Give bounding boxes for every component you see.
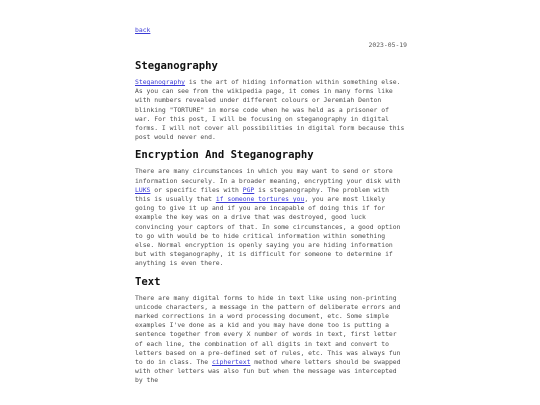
text-section-text-2: method where letters should be swapped with other letters was also fun but when the message was intercepted by the <box>135 358 401 385</box>
pgp-link[interactable]: PGP <box>242 185 255 194</box>
steganography-wiki-link[interactable]: Steganography <box>135 78 186 86</box>
encryption-text-4: , you are most likely going to give it up and if you are incapable of doing this if for example the key was on a drive that was destroyed, good luck convincing your captors of that. In some circumstances, a good option to go with would be to hide critical information within something else. Normal encryption is openly saying you are hiding information but with steganography, it is difficult for someone to determine if anything is even there. <box>135 195 401 268</box>
post-container <box>135 26 407 392</box>
ciphertext-link[interactable]: ciphertext <box>211 358 251 367</box>
back-link[interactable]: back <box>135 26 151 34</box>
encryption-heading: Encryption And Steganography <box>135 149 314 162</box>
torture-link[interactable]: if someone tortures you <box>215 195 305 204</box>
intro-text: is the art of hiding information within something else. As you can see from the wikipedia page, it comes in many forms like with numbers revealed under different colours or Jeremiah Denton blinking "TORTURE" in morse code when he was held as a prisoner of war. For this post, I will be focusing on steganography in digital forms. I will not cover all possibilities in digital form because this post would never end. <box>135 78 405 142</box>
post-title: Steganography <box>135 60 218 72</box>
text-section-text-1: There are many digital forms to hide in text like using non-printing unicode characters, a message in the pattern of deliberate errors and marked corrections in a word processing document, etc. Some simple examples I've done as a kid and you may have done too is putting a sentence together from every X number of words in text, first letter of each line, the combination of all digits in text and convert to letters based on a pre-defined set of rules, etc. This was always fun to do in class. The <box>135 293 401 367</box>
encryption-paragraph <box>135 167 407 268</box>
encryption-text-3: is steganography. The problem with this is usually that <box>135 185 389 204</box>
encryption-text-1: There are many circumstances in which you may want to send or store information securely. In a broader meaning, encrypting your disk with <box>135 167 401 185</box>
encryption-text-2: or specific files with <box>150 185 243 194</box>
intro-paragraph <box>135 78 407 142</box>
post-date: 2023-05-19 <box>368 41 407 49</box>
text-paragraph <box>135 294 407 386</box>
text-heading: Text <box>135 275 161 288</box>
luks-link[interactable]: LUKS <box>135 185 151 194</box>
